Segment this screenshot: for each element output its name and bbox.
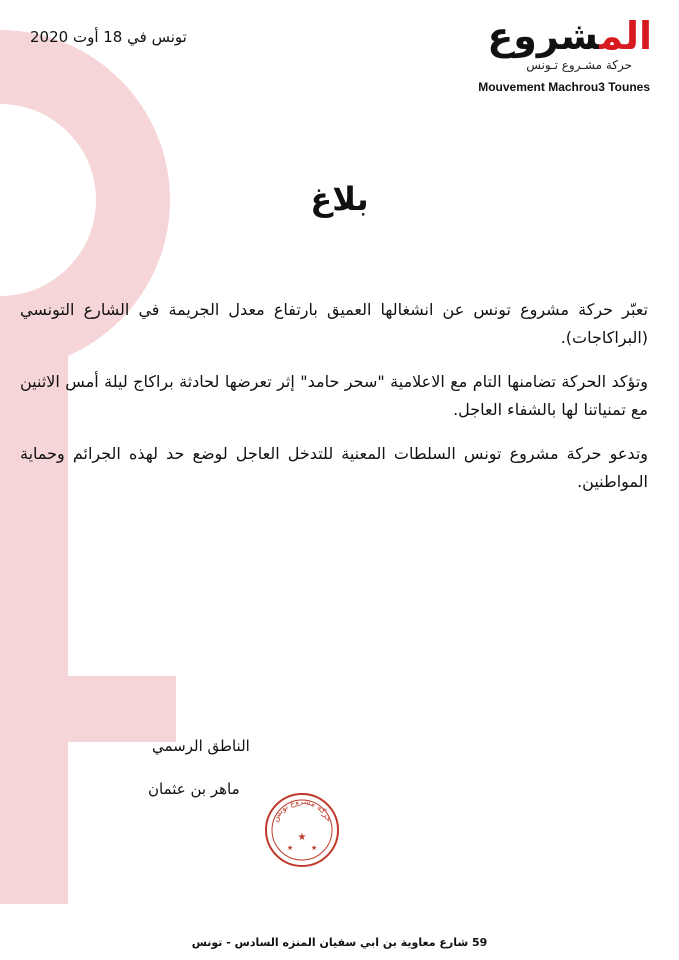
logo-subtitle: حركة مشـروع تـونس — [526, 58, 632, 72]
official-stamp — [262, 790, 342, 870]
paragraph-1: تعبّر حركة مشروع تونس عن انشغالها العميق بارتفاع معدل الجريمة في الشارع التونسي (البراكاجات). — [20, 300, 648, 347]
document-date: تونس في 18 أوت 2020 — [30, 28, 187, 46]
signer-role: الناطق الرسمي — [152, 737, 250, 755]
logo-wordmark: المشروع — [487, 14, 652, 58]
document-body — [20, 296, 648, 512]
party-logo — [470, 14, 660, 100]
signer-name: ماهر بن عثمان — [148, 780, 240, 798]
svg-text:★: ★ — [310, 844, 318, 852]
paragraph-2: وتؤكد الحركة تضامنها التام مع الاعلامية "سحر حامد" إثر تعرضها لحادثة براكاج ليلة أمس الاثنين مع تمنياتنا لها بالشفاء العاجل. — [20, 372, 648, 419]
document-title: بلاغ — [310, 180, 369, 218]
svg-text:حركة مشروع تونس: حركة مشروع تونس — [270, 796, 334, 824]
footer-address: 59 شارع معاوية بن ابي سفيان المنزه السادس - تونس — [191, 936, 488, 949]
logo-latin-name: Mouvement Machrou3 Tounes — [478, 80, 650, 94]
paragraph-3: وتدعو حركة مشروع تونس السلطات المعنية للتدخل العاجل لوضع حد لهذه الجرائم وحماية المواطنين. — [20, 444, 648, 491]
svg-text:★: ★ — [297, 832, 307, 843]
svg-text:★: ★ — [286, 844, 294, 852]
